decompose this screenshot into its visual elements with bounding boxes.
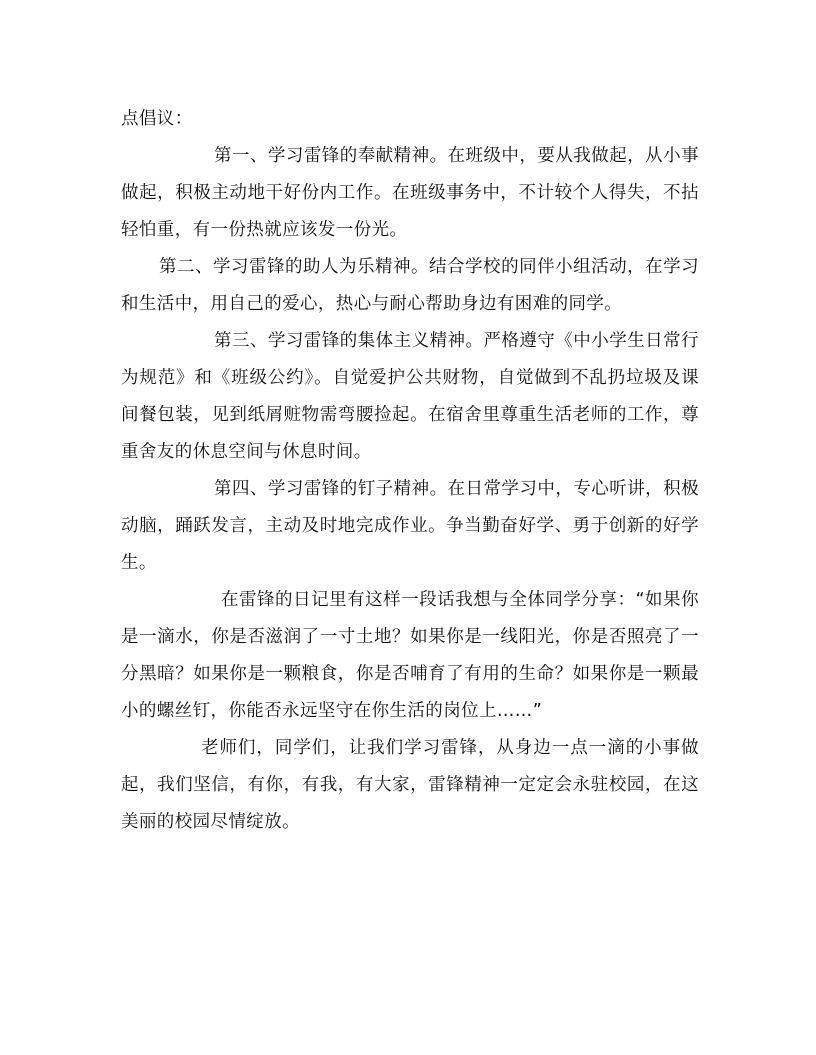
paragraph-second-point: 第二、学习雷锋的助人为乐精神。结合学校的同伴小组活动，在学习和生活中，用自己的爱心，热心与耐心帮助身边有困难的同学。 [121, 257, 699, 314]
paragraph-first-point: 第一、学习雷锋的奉献精神。在班级中，要从我做起，从小事做起，积极主动地干好份内工作。在班级事务中，不计较个人得失，不拈轻怕重，有一份热就应该发一份光。 [121, 146, 699, 240]
paragraph-fourth-point: 第四、学习雷锋的钉子精神。在日常学习中，专心听讲，积极动脑，踊跃发言，主动及时地完成作业。争当勤奋好学、勇于创新的好学生。 [121, 479, 699, 573]
paragraph-closing: 老师们，同学们，让我们学习雷锋，从身边一点一滴的小事做起，我们坚信，有你，有我，有大家，雷锋精神一定定会永驻校园，在这美丽的校园尽情绽放。 [121, 738, 699, 832]
paragraph-intro: 点倡议： [121, 109, 193, 129]
document-body [121, 101, 699, 841]
paragraph-third-point: 第三、学习雷锋的集体主义精神。严格遵守《中小学生日常行为规范》和《班级公约》。自觉爱护公共财物，自觉做到不乱扔垃圾及课间餐包装，见到纸屑赃物需弯腰捡起。在宿舍里尊重生活老师的工作，尊重舍友的休息空间与休息时间。 [121, 331, 699, 462]
paragraph-diary-quote: 在雷锋的日记里有这样一段话我想与全体同学分享：“如果你是一滴水，你是否滋润了一寸土地？如果你是一线阳光，你是否照亮了一分黑暗？如果你是一颗粮食，你是否哺育了有用的生命？如果你是一颗最小的螺丝钉，你能否永远坚守在你生活的岗位上……” [121, 590, 699, 721]
